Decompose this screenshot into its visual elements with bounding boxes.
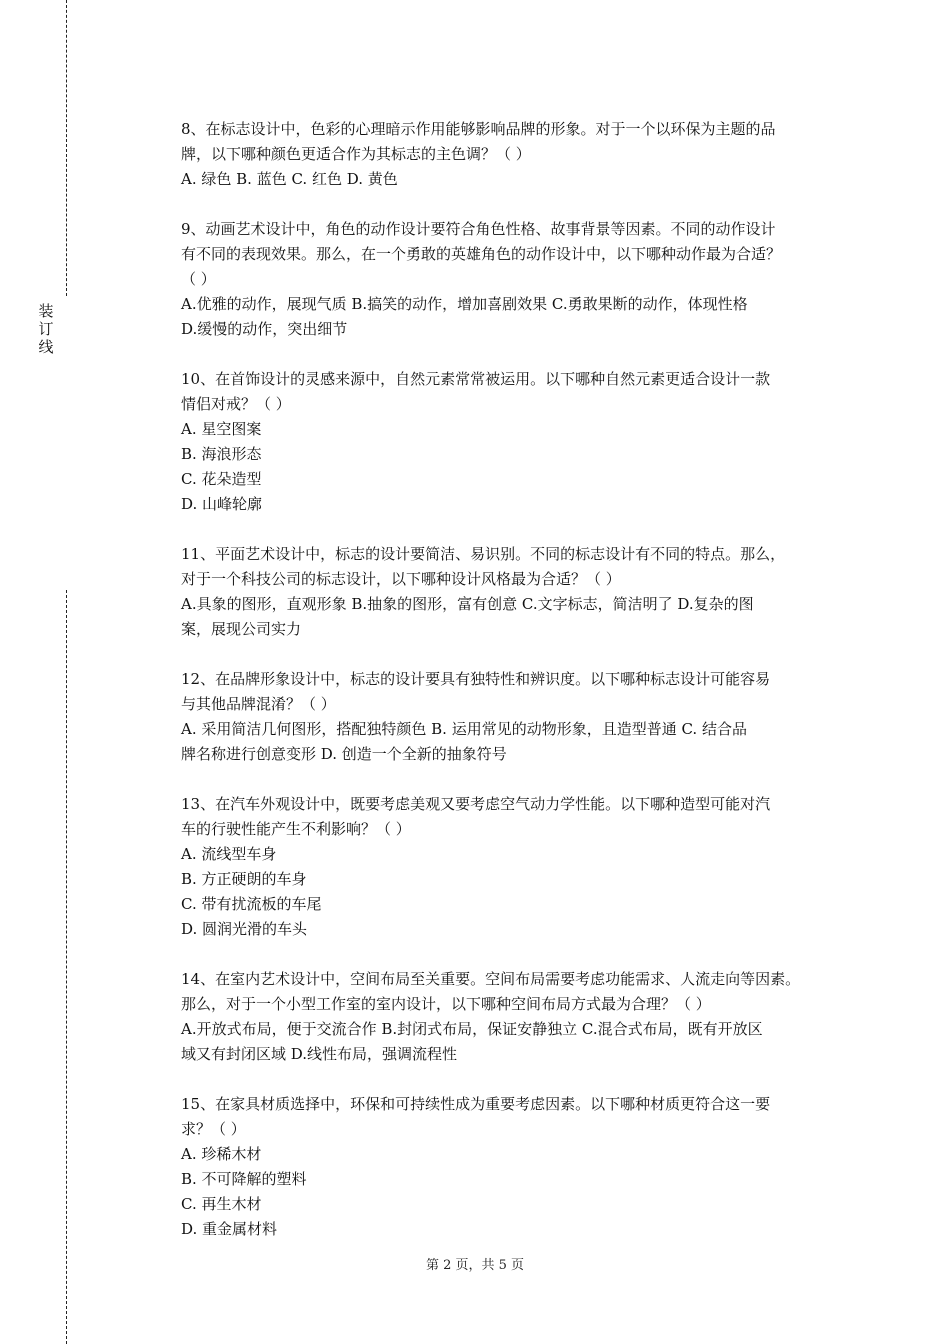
question-text: 有不同的表现效果。那么，在一个勇敢的英雄角色的动作设计中，以下哪种动作最为合适？ [181,245,782,263]
question-12 [181,667,846,767]
page-number: 第 2 页，共 5 页 [425,1258,525,1273]
option-line: A. 绿色 B. 蓝色 C. 红色 D. 黄色 [181,170,398,188]
binding-char: 线 [38,338,54,356]
question-list [181,117,846,1267]
option-d: D. 山峰轮廓 [181,495,263,513]
question-text: 14、在室内艺术设计中，空间布局至关重要。空间布局需要考虑功能需求、人流走向等因素。 [181,970,801,988]
option-a: A. 流线型车身 [181,845,277,863]
question-15 [181,1092,846,1242]
option-b: B. 不可降解的塑料 [181,1170,307,1188]
question-text: 12、在品牌形象设计中，标志的设计要具有独特性和辨识度。以下哪种标志设计可能容易 [181,670,771,688]
option-line: A.优雅的动作，展现气质 B.搞笑的动作，增加喜剧效果 C.勇敢果断的动作，体现性格 [181,295,748,313]
question-text: （ ） [181,270,216,288]
option-line: A. 采用简洁几何图形，搭配独特颜色 B. 运用常见的动物形象，且造型普通 C. 结合品 [181,720,747,738]
question-text: 车的行驶性能产生不利影响？（ ） [181,820,411,838]
question-text: 15、在家具材质选择中，环保和可持续性成为重要考虑因素。以下哪种材质更符合这一要 [181,1095,771,1113]
option-line: 域又有封闭区域 D.线性布局，强调流程性 [181,1045,458,1063]
question-text: 10、在首饰设计的灵感来源中，自然元素常常被运用。以下哪种自然元素更适合设计一款 [181,370,771,388]
question-text: 求？（ ） [181,1120,246,1138]
option-line: 牌名称进行创意变形 D. 创造一个全新的抽象符号 [181,745,507,763]
binding-label [36,302,56,356]
question-11 [181,542,846,642]
option-c: C. 再生木材 [181,1195,262,1213]
question-text: 与其他品牌混淆？（ ） [181,695,336,713]
question-text: 牌，以下哪种颜色更适合作为其标志的主色调？（ ） [181,145,531,163]
question-text: 8、在标志设计中，色彩的心理暗示作用能够影响品牌的形象。对于一个以环保为主题的品 [181,120,776,138]
option-c: C. 带有扰流板的车尾 [181,895,322,913]
option-line: A.开放式布局，便于交流合作 B.封闭式布局，保证安静独立 C.混合式布局，既有开放区 [181,1020,763,1038]
question-8 [181,117,846,192]
question-text: 那么，对于一个小型工作室的室内设计，以下哪种空间布局方式最为合理？（ ） [181,995,711,1013]
question-text: 9、动画艺术设计中，角色的动作设计要符合角色性格、故事背景等因素。不同的动作设计 [181,220,776,238]
question-13 [181,792,846,942]
question-10 [181,367,846,517]
question-text: 13、在汽车外观设计中，既要考虑美观又要考虑空气动力学性能。以下哪种造型可能对汽 [181,795,771,813]
question-text: 情侣对戒？（ ） [181,395,291,413]
option-line: A.具象的图形，直观形象 B.抽象的图形，富有创意 C.文字标志，简洁明了 D.复杂的图 [181,595,754,613]
binding-char: 订 [38,320,54,338]
option-a: A. 珍稀木材 [181,1145,262,1163]
binding-line-bottom [66,590,67,1344]
option-line: D.缓慢的动作，突出细节 [181,320,348,338]
question-text: 对于一个科技公司的标志设计，以下哪种设计风格最为合适？（ ） [181,570,621,588]
option-b: B. 方正硬朗的车身 [181,870,307,888]
question-text: 11、平面艺术设计中，标志的设计要简洁、易识别。不同的标志设计有不同的特点。那么， [181,545,786,563]
question-14 [181,967,846,1067]
option-d: D. 重金属材料 [181,1220,278,1238]
binding-char: 装 [38,302,54,320]
option-b: B. 海浪形态 [181,445,262,463]
option-c: C. 花朵造型 [181,470,262,488]
option-line: 案，展现公司实力 [181,620,302,638]
option-d: D. 圆润光滑的车头 [181,920,308,938]
question-9 [181,217,846,342]
binding-line-top [66,0,67,296]
option-a: A. 星空图案 [181,420,262,438]
